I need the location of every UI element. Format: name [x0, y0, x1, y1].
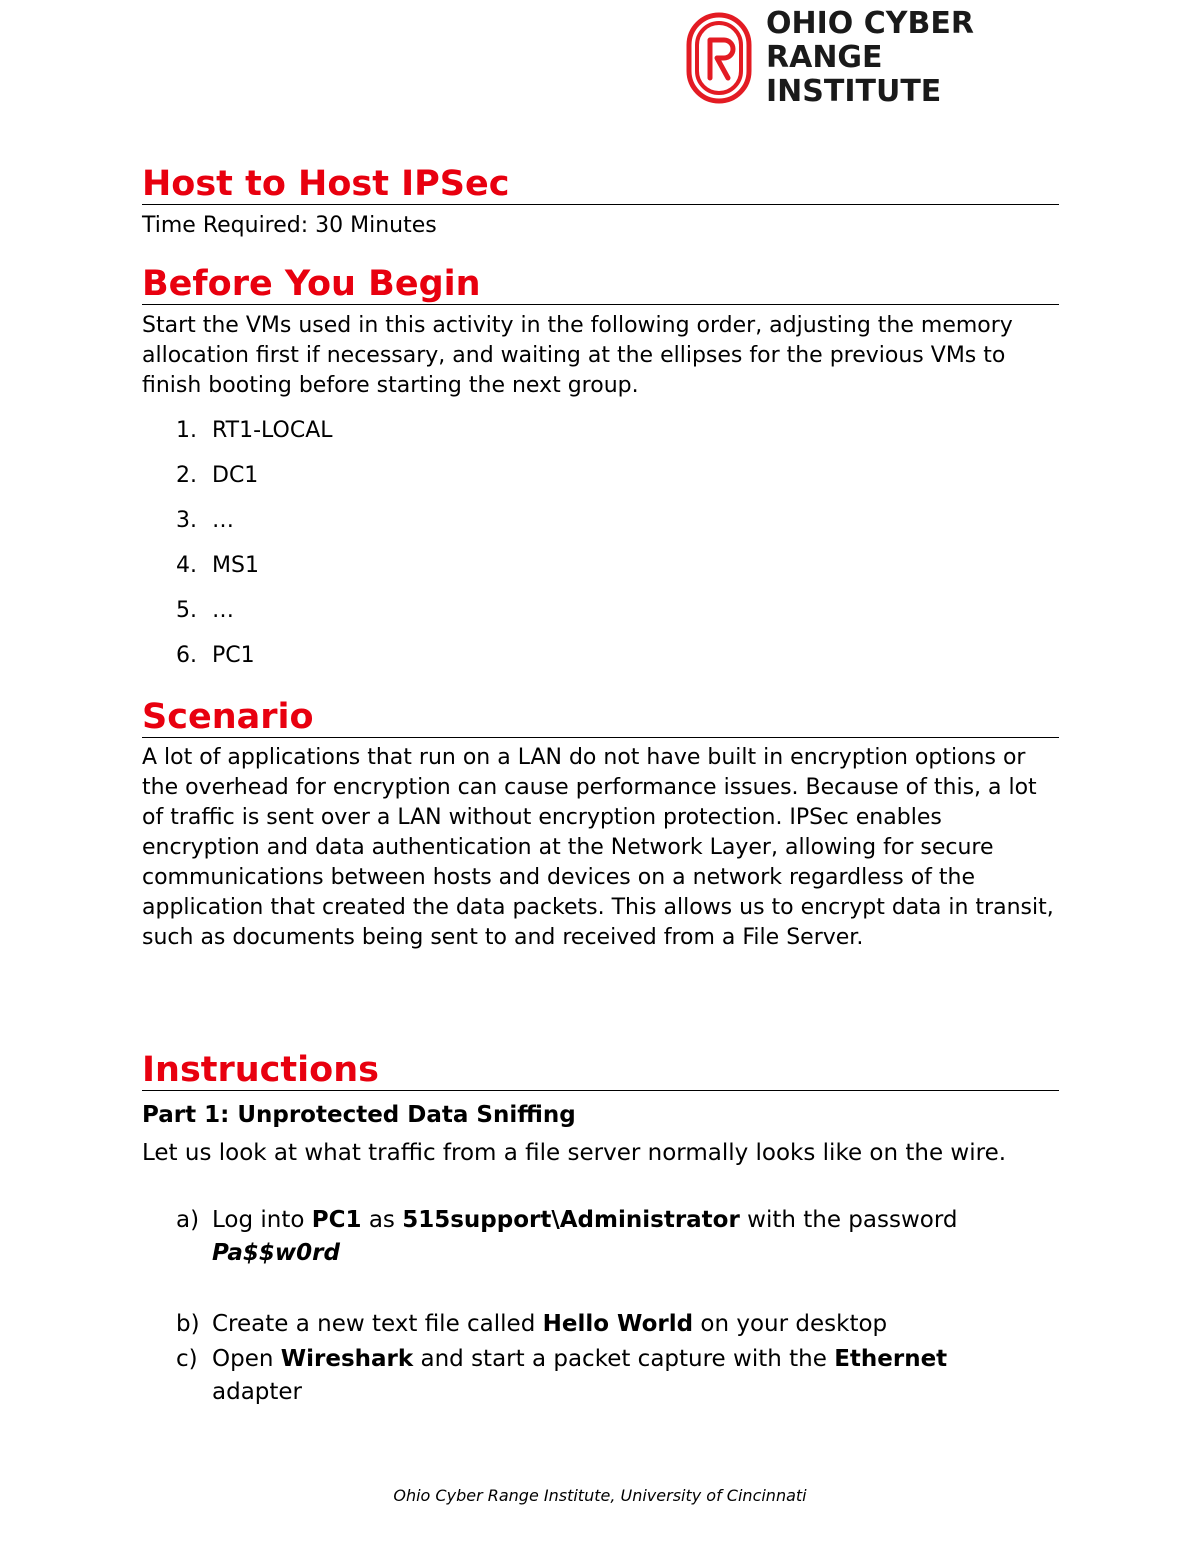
ocri-logo-icon — [686, 12, 752, 104]
step-label: b) — [176, 1311, 200, 1337]
list-item — [142, 596, 1059, 641]
part-1-title: Part 1: Unprotected Data Sniffing — [142, 1102, 576, 1128]
scenario-heading: Scenario — [142, 697, 1059, 738]
step-text: Open Wireshark and start a packet capture with the Ethernet adapter — [212, 1346, 948, 1405]
time-required: Time Required: 30 Minutes — [142, 213, 437, 238]
ocri-logo — [686, 6, 1066, 109]
list-number: 2. — [176, 463, 197, 488]
before-you-begin-intro: Start the VMs used in this activity in the following order, adjusting the memory allocation first if necessary, and waiting at the ellipses for the previous VMs to finish booting before starting the next group. — [142, 313, 1013, 398]
logo-line-1: OHIO CYBER — [766, 6, 974, 41]
vm-start-order-list — [142, 416, 1059, 686]
step-text: Create a new text file called Hello World on your desktop — [212, 1311, 888, 1337]
list-item — [142, 641, 1059, 686]
logo-wordmark — [766, 7, 1066, 109]
list-number: 3. — [176, 508, 197, 533]
logo-line-2: RANGE INSTITUTE — [766, 40, 942, 109]
list-text: … — [212, 598, 234, 623]
list-item — [142, 506, 1059, 551]
step-text: Log into PC1 as 515support\Administrator with the password Pa$$w0rd — [212, 1207, 958, 1266]
list-number: 6. — [176, 643, 197, 668]
list-number: 1. — [176, 418, 197, 443]
list-number: 5. — [176, 598, 197, 623]
part-1-intro: Let us look at what traffic from a file server normally looks like on the wire. — [142, 1140, 1007, 1166]
list-text: DC1 — [212, 463, 259, 488]
before-you-begin-heading: Before You Begin — [142, 264, 1059, 305]
list-item — [142, 461, 1059, 506]
step-label: a) — [176, 1207, 200, 1233]
password-text: Pa$$w0rd — [212, 1240, 340, 1266]
step-label: c) — [176, 1346, 198, 1372]
page-footer: Ohio Cyber Range Institute, University of Cincinnati — [393, 1486, 807, 1505]
list-item — [142, 551, 1059, 596]
instructions-heading: Instructions — [142, 1050, 1059, 1091]
list-number: 4. — [176, 553, 197, 578]
list-text: MS1 — [212, 553, 259, 578]
scenario-text: A lot of applications that run on a LAN do not have built in encryption options or the overhead for encryption can cause performance issues. Because of this, a lot of traffic is sent over a LAN without encryption protection. IPSec enables encryption and data authentication at the Network Layer, allowing for secure communications between hosts and devices on a network regardless of the application that created the data packets. This allows us to encrypt data in transit, such as documents being sent to and received from a File Server. — [142, 745, 1054, 950]
page-title: Host to Host IPSec — [142, 164, 1059, 205]
list-text: … — [212, 508, 234, 533]
list-item — [142, 416, 1059, 461]
list-text: RT1-LOCAL — [212, 418, 333, 443]
list-text: PC1 — [212, 643, 255, 668]
